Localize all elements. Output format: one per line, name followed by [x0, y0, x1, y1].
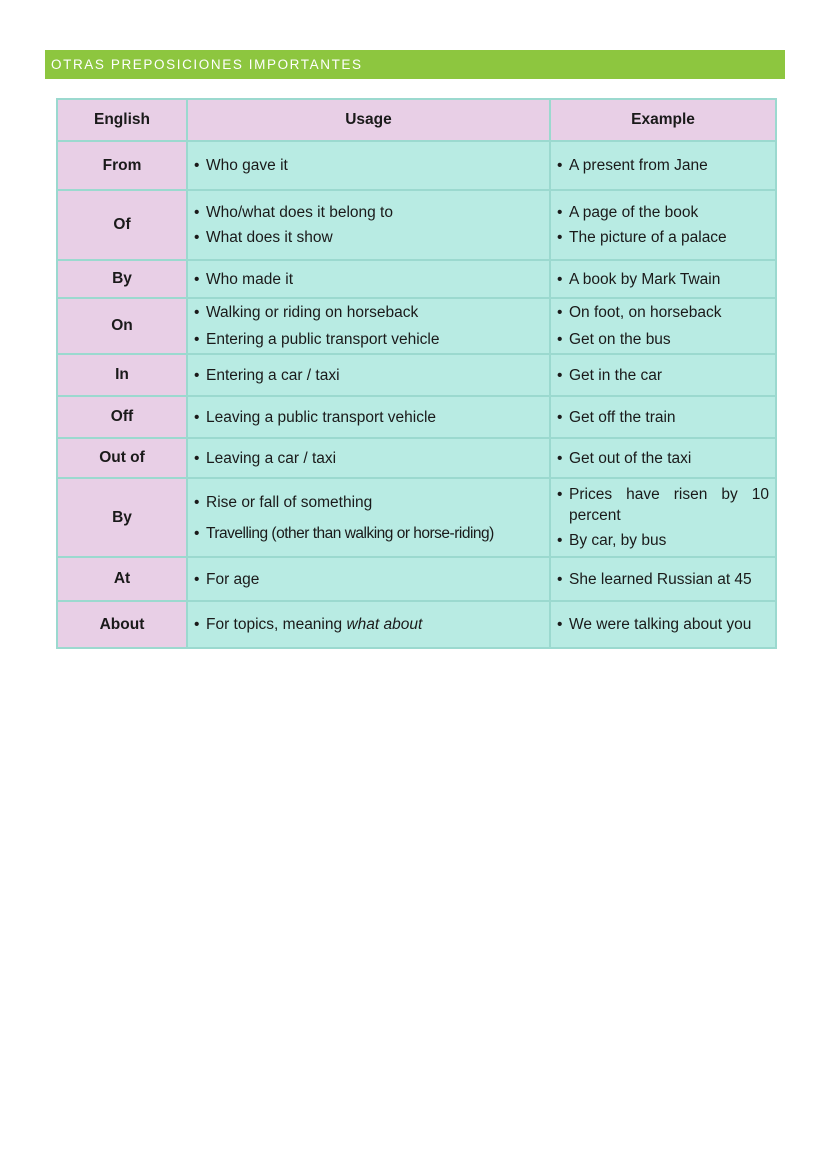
- bullet-icon: •: [194, 304, 200, 321]
- english-cell: Out of: [57, 438, 187, 478]
- usage-cell: [187, 601, 550, 648]
- english-cell: By: [57, 478, 187, 557]
- bullet-icon: •: [557, 304, 563, 321]
- table-row: [57, 260, 776, 298]
- english-cell: Off: [57, 396, 187, 438]
- usage-cell: [187, 557, 550, 601]
- bullet-icon: •: [557, 229, 563, 246]
- bullet-icon: •: [194, 229, 200, 246]
- bullet-icon: •: [557, 331, 563, 348]
- example-cell: [550, 478, 776, 557]
- bullet-icon: •: [557, 408, 563, 426]
- usage-cell: [187, 438, 550, 478]
- bullet-icon: •: [557, 616, 563, 633]
- english-cell: About: [57, 601, 187, 648]
- example-cell: [550, 141, 776, 190]
- bullet-icon: •: [557, 570, 563, 588]
- example-cell: [550, 396, 776, 438]
- example-cell: [550, 438, 776, 478]
- example-cell: [550, 601, 776, 648]
- bullet-icon: •: [194, 493, 200, 511]
- english-cell: At: [57, 557, 187, 601]
- example-item: • A page of the book: [557, 204, 699, 221]
- example-item: • She learned Russian at 45: [557, 570, 752, 588]
- banner-title: OTRAS PREPOSICIONES IMPORTANTES: [51, 57, 363, 72]
- usage-item: • Who gave it: [194, 157, 288, 174]
- example-item: • On foot, on horseback: [557, 304, 722, 321]
- example-cell: [550, 298, 776, 354]
- bullet-icon: •: [194, 524, 199, 542]
- usage-item: • Entering a public transport vehicle: [194, 331, 440, 348]
- example-item: • The picture of a palace: [557, 229, 727, 246]
- bullet-icon: •: [557, 486, 563, 503]
- english-cell: By: [57, 260, 187, 298]
- usage-cell: [187, 478, 550, 557]
- header-english: English: [57, 99, 187, 141]
- header-example: Example: [550, 99, 776, 141]
- usage-item: [194, 614, 543, 635]
- example-cell: [550, 557, 776, 601]
- prepositions-table: [56, 98, 777, 649]
- english-cell: Of: [57, 190, 187, 260]
- usage-item: • Who made it: [194, 270, 294, 288]
- example-item: • A book by Mark Twain: [557, 270, 721, 288]
- usage-cell: [187, 354, 550, 396]
- example-cell: [550, 260, 776, 298]
- bullet-icon: •: [557, 204, 563, 221]
- example-item: • Get on the bus: [557, 331, 671, 348]
- table-row: [57, 438, 776, 478]
- usage-item: • Entering a car / taxi: [194, 366, 340, 384]
- usage-item: • Rise or fall of something: [194, 493, 373, 511]
- bullet-icon: •: [194, 157, 200, 174]
- table-row: [57, 298, 776, 354]
- example-cell: [550, 190, 776, 260]
- table-row: [57, 190, 776, 260]
- example-item: • Get in the car: [557, 366, 663, 384]
- bullet-icon: •: [557, 157, 563, 174]
- usage-cell: [187, 260, 550, 298]
- section-banner: [45, 50, 785, 79]
- example-item: • A present from Jane: [557, 157, 708, 174]
- bullet-icon: •: [194, 408, 200, 426]
- usage-item: • For age: [194, 570, 260, 588]
- table-row: [57, 396, 776, 438]
- example-item: • By car, by bus: [557, 532, 667, 549]
- usage-cell: [187, 190, 550, 260]
- table-row: [57, 601, 776, 648]
- bullet-icon: •: [194, 570, 200, 588]
- usage-cell: [187, 141, 550, 190]
- example-item: • Get out of the taxi: [557, 449, 692, 467]
- bullet-icon: •: [194, 616, 200, 633]
- example-item: • Get off the train: [557, 408, 676, 426]
- usage-item: • Leaving a car / taxi: [194, 449, 337, 467]
- bullet-icon: •: [557, 366, 563, 384]
- usage-item: • Who/what does it belong to: [194, 204, 393, 221]
- table-row: [57, 557, 776, 601]
- table-row: [57, 478, 776, 557]
- english-cell: From: [57, 141, 187, 190]
- table-row: [57, 141, 776, 190]
- usage-item: • Travelling (other than walking or horse-riding): [194, 524, 494, 542]
- usage-item: • Leaving a public transport vehicle: [194, 408, 437, 426]
- bullet-icon: •: [194, 270, 200, 288]
- table-row: [57, 354, 776, 396]
- usage-cell: [187, 298, 550, 354]
- bullet-icon: •: [194, 366, 200, 384]
- example-cell: [550, 354, 776, 396]
- bullet-icon: •: [194, 204, 200, 221]
- english-cell: In: [57, 354, 187, 396]
- usage-cell: [187, 396, 550, 438]
- english-cell: On: [57, 298, 187, 354]
- bullet-icon: •: [557, 532, 563, 549]
- bullet-icon: •: [557, 270, 563, 288]
- bullet-icon: •: [194, 331, 200, 348]
- bullet-icon: •: [194, 449, 200, 467]
- usage-item: • What does it show: [194, 229, 333, 246]
- bullet-icon: •: [557, 449, 563, 467]
- example-item: • We were talking about you: [557, 616, 752, 633]
- usage-item: • Walking or riding on horseback: [194, 304, 419, 321]
- table-header-row: [57, 99, 776, 141]
- example-item: • Prices have risen by 10 percent: [557, 486, 769, 524]
- header-usage: Usage: [187, 99, 550, 141]
- usage-emphasis: what about: [346, 616, 423, 633]
- usage-text: For topics, meaning: [206, 616, 347, 633]
